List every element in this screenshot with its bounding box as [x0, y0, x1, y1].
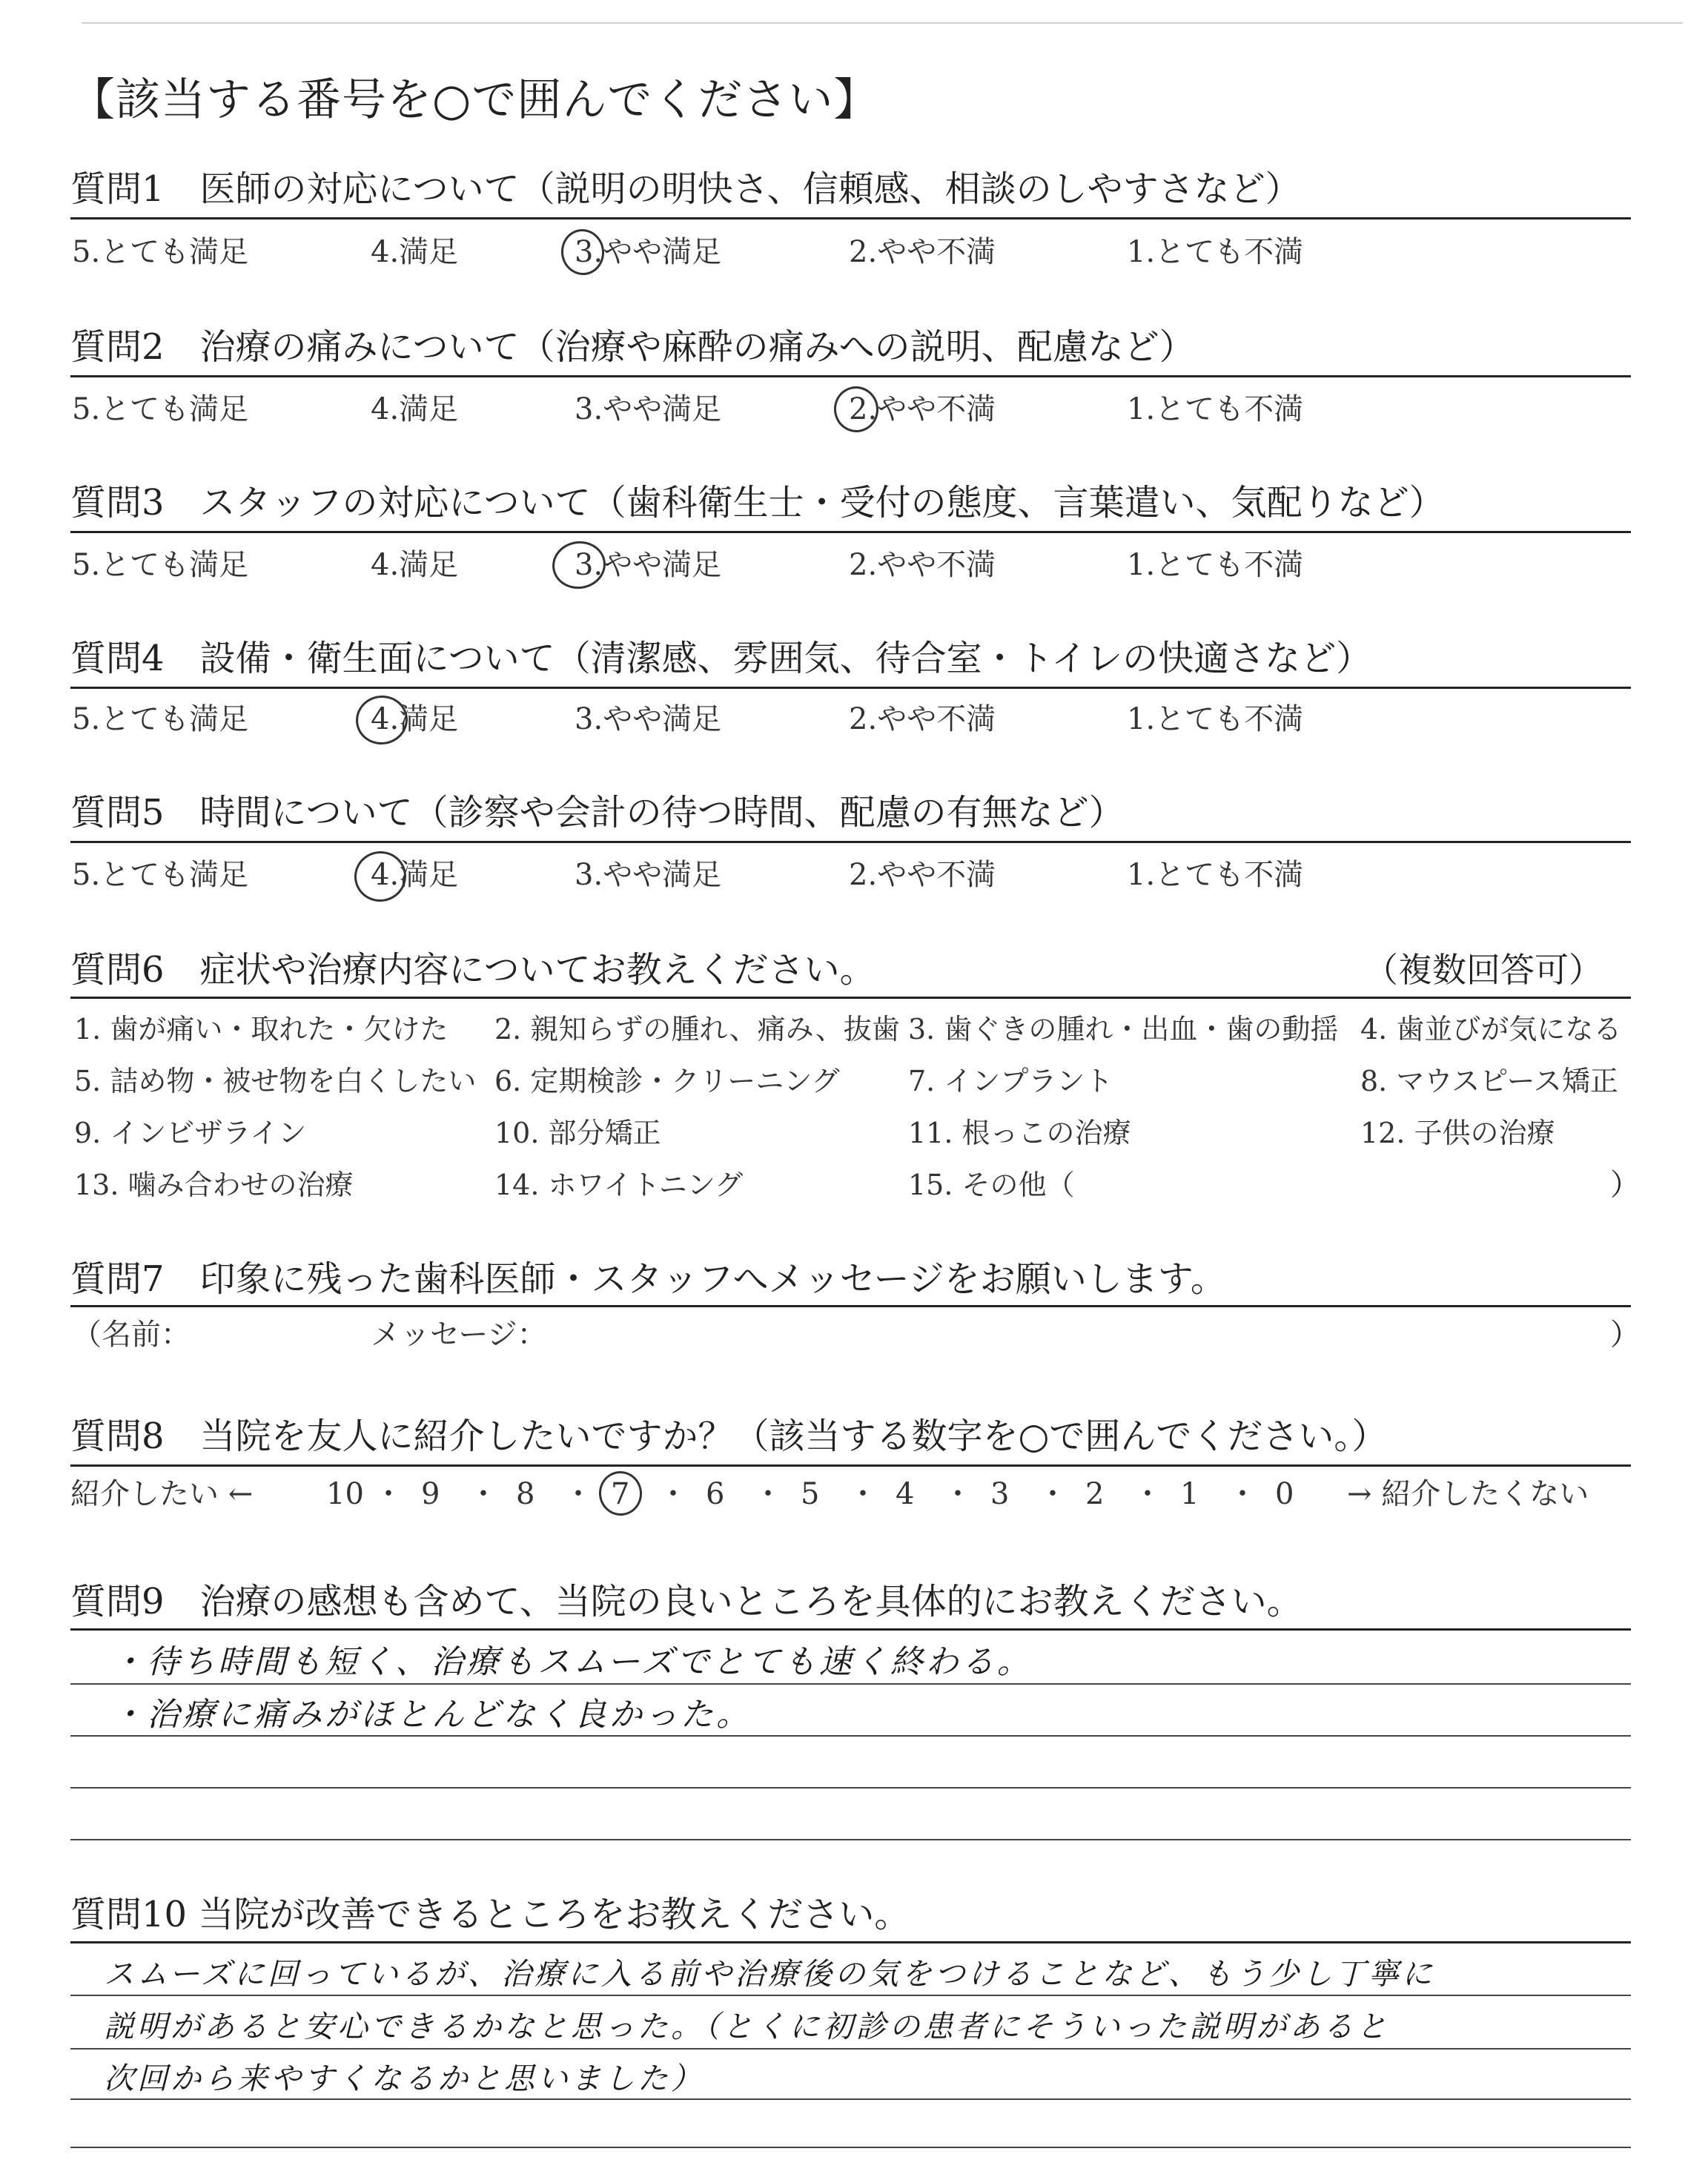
question-6-title: 質問6 症状や治療内容についてお教えください。: [70, 949, 875, 991]
q6-other-close-paren: ）: [1610, 1168, 1640, 1202]
q6-item-9[interactable]: 9. インビザライン: [74, 1117, 307, 1149]
question-4-title: 質問4 設備・衛生面について（清潔感、雰囲気、待合室・トイレの快適さなど）: [70, 638, 1372, 679]
q2-option-5[interactable]: 5.とても満足: [72, 392, 249, 426]
q9-write-line-2: [70, 1735, 1631, 1737]
q10-answer-line-3: 次回から来やすくなるかと思いました）: [104, 2061, 704, 2096]
q5-option-2[interactable]: 2.やや不満: [849, 858, 996, 892]
q1-option-1[interactable]: 1.とても不満: [1127, 235, 1304, 269]
question-10-title: 質問10 当院が改善できるところをお教えください。: [70, 1894, 910, 1935]
question-1-rule: [70, 217, 1631, 219]
q1-option-4[interactable]: 4.満足: [371, 235, 459, 269]
q10-answer-line-1: スムーズに回っているが、治療に入る前や治療後の気をつけることなど、もう少し丁寧に: [104, 1956, 1435, 1992]
q2-option-3[interactable]: 3.やや満足: [575, 392, 722, 426]
q6-item-10[interactable]: 10. 部分矯正: [494, 1117, 661, 1149]
q7-name-label: （名前：: [72, 1318, 191, 1352]
question-9-rule: [70, 1628, 1631, 1631]
q8-number-0[interactable]: 0: [1275, 1477, 1294, 1511]
q8-separator-dot: ・: [848, 1477, 878, 1511]
q8-number-1[interactable]: 1: [1180, 1477, 1199, 1511]
q8-separator-dot: ・: [1038, 1477, 1068, 1511]
q3-option-3[interactable]: 3.やや満足: [575, 548, 722, 582]
q6-item-6[interactable]: 6. 定期検診・クリーニング: [494, 1065, 840, 1097]
q6-multiple-note: （複数回答可）: [1364, 950, 1603, 990]
q3-option-5[interactable]: 5.とても満足: [72, 548, 249, 582]
q8-separator-dot: ・: [563, 1477, 593, 1511]
q8-number-3[interactable]: 3: [990, 1477, 1010, 1511]
q6-item-4[interactable]: 4. 歯並びが気になる: [1360, 1013, 1622, 1046]
q8-separator-dot: ・: [943, 1477, 973, 1511]
q6-item-1[interactable]: 1. 歯が痛い・取れた・欠けた: [74, 1013, 448, 1046]
q3-option-4[interactable]: 4.満足: [371, 548, 459, 582]
q6-item-8[interactable]: 8. マウスピース矯正: [1360, 1065, 1618, 1097]
q4-option-4[interactable]: 4.満足: [371, 702, 459, 736]
q6-item-14[interactable]: 14. ホワイトニング: [494, 1169, 744, 1201]
question-7-title: 質問7 印象に残った歯科医師・スタッフへメッセージをお願いします。: [70, 1258, 1226, 1300]
q8-number-2[interactable]: 2: [1085, 1477, 1105, 1511]
q10-answer-line-2: 説明があると安心できるかなと思った。（とくに初診の患者にそういった説明があると: [104, 2009, 1390, 2044]
q8-separator-dot: ・: [658, 1477, 688, 1511]
q8-selection-circle: [596, 1468, 645, 1518]
q4-option-5[interactable]: 5.とても満足: [72, 702, 249, 736]
question-2-rule: [70, 375, 1631, 377]
q6-item-7[interactable]: 7. インプラント: [908, 1065, 1113, 1097]
question-7-rule: [70, 1305, 1631, 1307]
question-8-rule: [70, 1464, 1631, 1467]
question-8-title: 質問8 当院を友人に紹介したいですか？（該当する数字を○で囲んでください。）: [70, 1416, 1388, 1457]
q10-write-line-2: [70, 2048, 1631, 2050]
q9-write-line-4: [70, 1839, 1631, 1840]
q10-write-line-4: [70, 2147, 1631, 2148]
q8-separator-dot: ・: [469, 1477, 498, 1511]
q8-separator-dot: ・: [1133, 1477, 1162, 1511]
q1-option-2[interactable]: 2.やや不満: [849, 235, 996, 269]
question-6-rule: [70, 997, 1631, 999]
q9-write-line-1: [70, 1683, 1631, 1685]
q8-number-7[interactable]: 7: [611, 1477, 630, 1511]
question-2-title: 質問2 治療の痛みについて（治療や麻酔の痛みへの説明、配慮など）: [70, 326, 1195, 368]
q3-option-1[interactable]: 1.とても不満: [1127, 548, 1304, 582]
q5-option-4[interactable]: 4.満足: [371, 858, 459, 892]
q1-option-5[interactable]: 5.とても満足: [72, 235, 249, 269]
q5-option-1[interactable]: 1.とても不満: [1127, 858, 1304, 892]
q6-item-5[interactable]: 5. 詰め物・被せ物を白くしたい: [74, 1065, 477, 1097]
q5-option-5[interactable]: 5.とても満足: [72, 858, 249, 892]
q9-answer-line-1: ・待ち時間も短く、治療もスムーズでとても速く終わる。: [111, 1643, 1033, 1681]
question-5-title: 質問5 時間について（診察や会計の待つ時間、配慮の有無など）: [70, 792, 1125, 833]
q10-write-line-3: [70, 2098, 1631, 2100]
q6-item-11[interactable]: 11. 根っこの治療: [908, 1117, 1131, 1149]
q4-option-1[interactable]: 1.とても不満: [1127, 702, 1304, 736]
question-9-title: 質問9 治療の感想も含めて、当院の良いところを具体的にお教えください。: [70, 1581, 1302, 1622]
q6-item-12[interactable]: 12. 子供の治療: [1360, 1117, 1555, 1149]
q8-separator-dot: ・: [374, 1477, 403, 1511]
question-1-title: 質問1 医師の対応について（説明の明快さ、信頼感、相談のしやすさなど）: [70, 168, 1301, 210]
q2-option-2[interactable]: 2.やや不満: [849, 392, 996, 426]
q8-left-label: 紹介したい ←: [70, 1477, 254, 1511]
q2-option-1[interactable]: 1.とても不満: [1127, 392, 1304, 426]
q8-separator-dot: ・: [1228, 1477, 1257, 1511]
q4-option-3[interactable]: 3.やや満足: [575, 702, 722, 736]
q7-message-label: メッセージ：: [371, 1318, 547, 1352]
q8-number-4[interactable]: 4: [896, 1477, 915, 1511]
q4-option-2[interactable]: 2.やや不満: [849, 702, 996, 736]
question-5-rule: [70, 841, 1631, 843]
q8-separator-dot: ・: [753, 1477, 783, 1511]
q8-right-label: → 紹介したくない: [1347, 1477, 1589, 1511]
q7-close-paren: ）: [1610, 1318, 1640, 1352]
q2-option-4[interactable]: 4.満足: [371, 392, 459, 426]
q5-option-3[interactable]: 3.やや満足: [575, 858, 722, 892]
q6-item-3[interactable]: 3. 歯ぐきの腫れ・出血・歯の動揺: [908, 1013, 1339, 1046]
q8-number-5[interactable]: 5: [801, 1477, 820, 1511]
q8-number-8[interactable]: 8: [516, 1477, 535, 1511]
q9-write-line-3: [70, 1787, 1631, 1789]
q10-write-line-1: [70, 1995, 1631, 1996]
question-3-title: 質問3 スタッフの対応について（歯科衛生士・受付の態度、言葉遣い、気配りなど）: [70, 482, 1445, 524]
q8-number-9[interactable]: 9: [421, 1477, 440, 1511]
q8-number-6[interactable]: 6: [706, 1477, 725, 1511]
q6-item-13[interactable]: 13. 噛み合わせの治療: [74, 1169, 354, 1201]
page-heading: 【該当する番号を○で囲んでください】: [70, 74, 879, 126]
q3-option-2[interactable]: 2.やや不満: [849, 548, 996, 582]
question-10-rule: [70, 1941, 1631, 1943]
question-4-rule: [70, 687, 1631, 689]
q6-item-15[interactable]: 15. その他（: [908, 1169, 1075, 1201]
q9-answer-line-2: ・治療に痛みがほとんどなく良かった。: [111, 1696, 752, 1734]
q1-option-3[interactable]: 3.やや満足: [575, 235, 722, 269]
q6-item-2[interactable]: 2. 親知らずの腫れ、痛み、抜歯: [494, 1013, 900, 1046]
question-3-rule: [70, 531, 1631, 533]
top-divider: [82, 22, 1683, 24]
q8-number-10[interactable]: 10: [326, 1477, 364, 1511]
